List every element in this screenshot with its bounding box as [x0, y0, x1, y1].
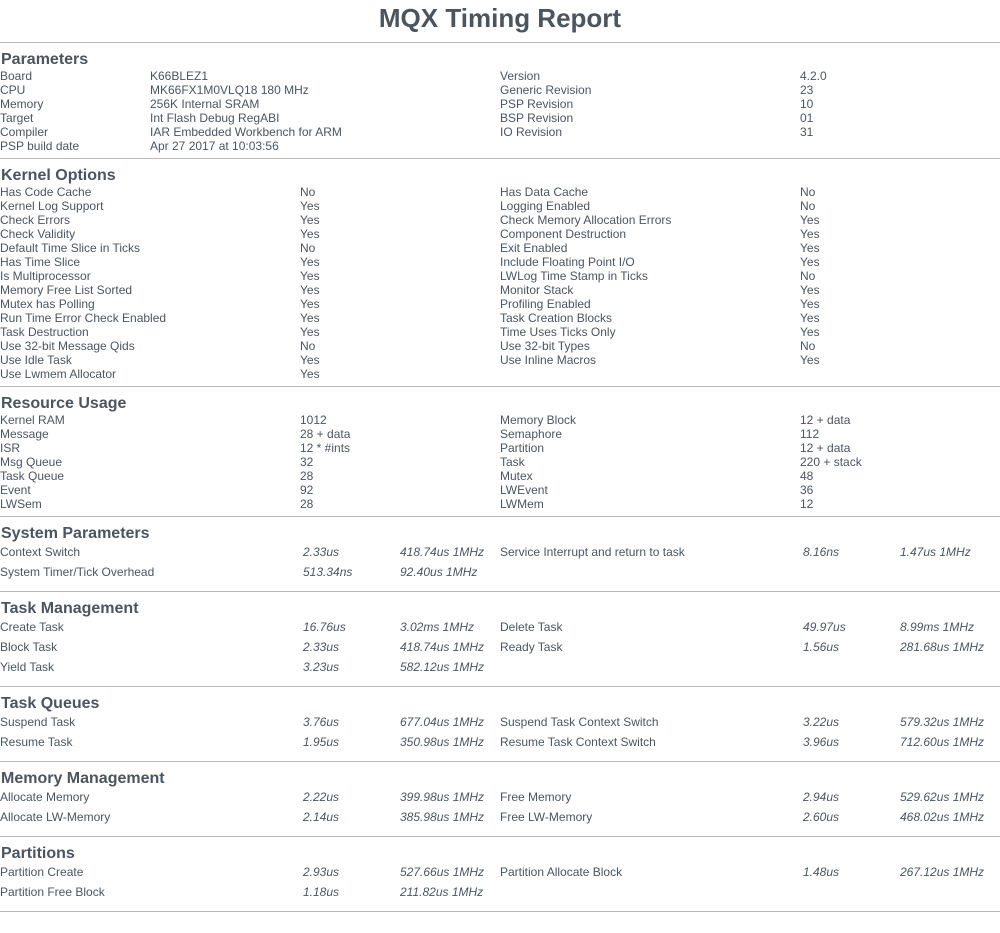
param-value: 12 — [800, 497, 814, 511]
table-row — [0, 97, 1000, 111]
operation-time-1mhz: 418.74us 1MHz — [400, 640, 485, 654]
param-label: Version — [500, 69, 541, 83]
param-label: Memory Free List Sorted — [0, 283, 133, 297]
param-value: 12 + data — [800, 413, 851, 427]
operation-time: 3.76us — [303, 715, 340, 729]
table-row — [0, 469, 1000, 483]
param-value: No — [800, 339, 816, 353]
operation-time-1mhz: 418.74us 1MHz — [400, 545, 485, 559]
param-label: Has Time Slice — [0, 255, 81, 269]
param-value: Yes — [800, 283, 820, 297]
operation-time: 1.95us — [303, 735, 340, 749]
param-label: Generic Revision — [500, 83, 592, 97]
table-row — [0, 865, 1000, 885]
resource-usage-section — [0, 386, 1000, 511]
param-value: No — [300, 185, 316, 199]
operation-name: Ready Task — [500, 640, 563, 654]
table-row — [0, 427, 1000, 441]
param-value: 1012 — [300, 413, 327, 427]
param-label: Use 32-bit Message Qids — [0, 339, 135, 353]
param-label: Board — [0, 69, 33, 83]
operation-time-1mhz — [900, 885, 1000, 905]
parameters-table — [0, 69, 1000, 153]
operation-time: 1.18us — [303, 885, 340, 899]
param-label: Exit Enabled — [500, 241, 568, 255]
operation-time: 2.14us — [303, 810, 340, 824]
operation-time-1mhz: 8.99ms 1MHz — [900, 620, 975, 634]
table-row — [0, 325, 1000, 339]
kernel-options-table — [0, 185, 1000, 381]
param-label: Use 32-bit Types — [500, 339, 590, 353]
operation-time-1mhz: 3.02ms 1MHz — [400, 620, 475, 634]
param-label: Memory Block — [500, 413, 577, 427]
param-value: 12 * #ints — [300, 441, 351, 455]
param-label: Kernel RAM — [0, 413, 65, 427]
table-row — [0, 111, 1000, 125]
operation-time-1mhz: 92.40us 1MHz — [400, 565, 478, 579]
param-value: 112 — [800, 427, 820, 441]
param-value — [800, 367, 1000, 381]
param-value: 12 + data — [800, 441, 851, 455]
system-parameters-table — [0, 545, 1000, 585]
param-value: 28 — [300, 469, 314, 483]
operation-time: 2.33us — [303, 545, 340, 559]
table-row — [0, 660, 1000, 680]
operation-time — [800, 885, 900, 905]
operation-name: Partition Free Block — [0, 885, 105, 899]
operation-name: Delete Task — [500, 620, 563, 634]
operation-name: Free Memory — [500, 790, 572, 804]
param-value: No — [800, 269, 816, 283]
param-label: Task — [500, 455, 525, 469]
param-value: Yes — [300, 227, 320, 241]
operation-name: Suspend Task Context Switch — [500, 715, 659, 729]
operation-time-1mhz: 579.32us 1MHz — [900, 715, 985, 729]
operation-time: 3.23us — [303, 660, 340, 674]
table-row — [0, 441, 1000, 455]
param-label: Profiling Enabled — [500, 297, 591, 311]
operation-time-1mhz: 385.98us 1MHz — [400, 810, 485, 824]
table-row — [0, 640, 1000, 660]
param-label: ISR — [0, 441, 21, 455]
table-row — [0, 735, 1000, 755]
table-row — [0, 185, 1000, 199]
param-value: 10 — [800, 97, 814, 111]
table-row — [0, 241, 1000, 255]
param-label: Has Code Cache — [0, 185, 92, 199]
param-label: Is Multiprocessor — [0, 269, 91, 283]
operation-time-1mhz: 712.60us 1MHz — [900, 735, 985, 749]
param-value: Yes — [300, 353, 320, 367]
operation-name — [500, 885, 800, 905]
table-row — [0, 283, 1000, 297]
partitions-section — [0, 836, 1000, 905]
section-heading: Partitions — [1, 845, 75, 862]
param-label: Monitor Stack — [500, 283, 574, 297]
param-value: Yes — [800, 227, 820, 241]
operation-time-1mhz: 582.12us 1MHz — [400, 660, 485, 674]
param-value: IAR Embedded Workbench for ARM — [150, 125, 342, 139]
param-label: Mutex — [500, 469, 533, 483]
param-value: Yes — [800, 353, 820, 367]
operation-time-1mhz — [900, 565, 1000, 585]
operation-name — [500, 660, 800, 680]
param-value: Yes — [800, 213, 820, 227]
param-label: Target — [0, 111, 34, 125]
param-label: Run Time Error Check Enabled — [0, 311, 167, 325]
operation-time-1mhz: 399.98us 1MHz — [400, 790, 485, 804]
param-value: Yes — [300, 269, 320, 283]
operation-time: 49.97us — [803, 620, 846, 634]
task-management-table — [0, 620, 1000, 680]
table-row — [0, 620, 1000, 640]
operation-name: Allocate Memory — [0, 790, 90, 804]
param-value: MK66FX1M0VLQ18 180 MHz — [150, 83, 309, 97]
table-row — [0, 885, 1000, 905]
param-value: 28 + data — [300, 427, 351, 441]
operation-name: Partition Create — [0, 865, 84, 879]
param-label: Check Errors — [0, 213, 71, 227]
memory-management-table — [0, 790, 1000, 830]
operation-name: Partition Allocate Block — [500, 865, 623, 879]
resource-usage-table — [0, 413, 1000, 511]
operation-time-1mhz: 468.02us 1MHz — [900, 810, 985, 824]
operation-name: Resume Task — [0, 735, 73, 749]
param-value: Yes — [300, 283, 320, 297]
section-heading: Memory Management — [1, 770, 165, 787]
table-row — [0, 139, 1000, 153]
operation-name: Yield Task — [0, 660, 55, 674]
task-queues-table — [0, 715, 1000, 755]
table-row — [0, 455, 1000, 469]
param-label: Mutex has Polling — [0, 297, 95, 311]
section-heading: Task Management — [1, 600, 139, 617]
section-heading: Resource Usage — [1, 395, 127, 412]
param-value: 220 + stack — [800, 455, 862, 469]
param-label — [500, 139, 800, 153]
operation-time: 2.22us — [303, 790, 340, 804]
param-label: Task Queue — [0, 469, 65, 483]
operation-time — [800, 565, 900, 585]
table-row — [0, 810, 1000, 830]
table-row — [0, 213, 1000, 227]
operation-name: Context Switch — [0, 545, 81, 559]
param-label: Check Memory Allocation Errors — [500, 213, 672, 227]
param-value — [800, 139, 1000, 153]
memory-management-section — [0, 761, 1000, 830]
table-row — [0, 269, 1000, 283]
table-row — [0, 83, 1000, 97]
param-value: 256K Internal SRAM — [150, 97, 260, 111]
operation-time-1mhz: 281.68us 1MHz — [900, 640, 985, 654]
param-value: 32 — [300, 455, 314, 469]
section-heading: Task Queues — [1, 695, 100, 712]
operation-time-1mhz: 529.62us 1MHz — [900, 790, 985, 804]
task-management-section — [0, 591, 1000, 680]
section-heading: System Parameters — [1, 525, 150, 542]
operation-time: 3.22us — [803, 715, 840, 729]
param-label: Check Validity — [0, 227, 76, 241]
param-value: 31 — [800, 125, 814, 139]
param-label: PSP build date — [0, 139, 80, 153]
operation-time — [800, 660, 900, 680]
param-value: Yes — [800, 255, 820, 269]
param-value: No — [800, 199, 816, 213]
table-row — [0, 69, 1000, 83]
section-heading: Parameters — [1, 51, 89, 68]
param-value: Yes — [300, 297, 320, 311]
param-label: Default Time Slice in Ticks — [0, 241, 141, 255]
operation-name — [500, 565, 800, 585]
param-value: Yes — [300, 213, 320, 227]
param-label: LWLog Time Stamp in Ticks — [500, 269, 648, 283]
operation-time: 2.60us — [803, 810, 840, 824]
table-row — [0, 297, 1000, 311]
operation-time: 2.93us — [303, 865, 340, 879]
operation-time: 1.48us — [803, 865, 840, 879]
table-row — [0, 367, 1000, 381]
param-value: No — [800, 185, 816, 199]
param-label: Use Idle Task — [0, 353, 72, 367]
param-value: 28 — [300, 497, 314, 511]
operation-time-1mhz: 350.98us 1MHz — [400, 735, 485, 749]
operation-name: System Timer/Tick Overhead — [0, 565, 155, 579]
operation-name: Block Task — [0, 640, 58, 654]
param-label: CPU — [0, 83, 26, 97]
param-value: Yes — [800, 241, 820, 255]
param-label: Semaphore — [500, 427, 563, 441]
param-label: LWEvent — [500, 483, 548, 497]
param-value: K66BLEZ1 — [150, 69, 209, 83]
table-row — [0, 565, 1000, 585]
operation-time: 1.56us — [803, 640, 840, 654]
table-row — [0, 311, 1000, 325]
param-value: Yes — [300, 255, 320, 269]
table-row — [0, 125, 1000, 139]
table-row — [0, 715, 1000, 735]
param-value: Apr 27 2017 at 10:03:56 — [150, 139, 279, 153]
param-label — [500, 367, 800, 381]
table-row — [0, 255, 1000, 269]
param-value: 48 — [800, 469, 814, 483]
table-row — [0, 545, 1000, 565]
param-label: Memory — [0, 97, 44, 111]
operation-time: 3.96us — [803, 735, 840, 749]
operation-name: Resume Task Context Switch — [500, 735, 656, 749]
param-value: 23 — [800, 83, 814, 97]
param-label: Task Destruction — [0, 325, 89, 339]
operation-time: 2.33us — [303, 640, 340, 654]
table-row — [0, 413, 1000, 427]
param-label: Task Creation Blocks — [500, 311, 613, 325]
param-label: Has Data Cache — [500, 185, 589, 199]
operation-time-1mhz: 677.04us 1MHz — [400, 715, 485, 729]
operation-name: Allocate LW-Memory — [0, 810, 111, 824]
param-value: Yes — [300, 199, 320, 213]
system-parameters-section — [0, 516, 1000, 585]
param-label: LWMem — [500, 497, 544, 511]
operation-time-1mhz: 1.47us 1MHz — [900, 545, 971, 559]
param-value: 36 — [800, 483, 814, 497]
param-label: Kernel Log Support — [0, 199, 104, 213]
operation-time: 513.34ns — [303, 565, 353, 579]
operation-name: Create Task — [0, 620, 64, 634]
param-value: Int Flash Debug RegABI — [150, 111, 280, 125]
param-value: Yes — [300, 325, 320, 339]
kernel-options-section — [0, 158, 1000, 381]
partitions-table — [0, 865, 1000, 905]
operation-time-1mhz: 267.12us 1MHz — [900, 865, 985, 879]
operation-name: Suspend Task — [0, 715, 76, 729]
operation-time: 8.16ns — [803, 545, 840, 559]
page-title: MQX Timing Report — [378, 3, 622, 33]
operation-time: 16.76us — [303, 620, 346, 634]
param-value: 92 — [300, 483, 314, 497]
operation-time-1mhz — [900, 660, 1000, 680]
param-label: Partition — [500, 441, 545, 455]
task-queues-section — [0, 686, 1000, 755]
operation-time: 2.94us — [803, 790, 840, 804]
param-label: Event — [0, 483, 31, 497]
param-value: Yes — [800, 297, 820, 311]
param-label: Message — [0, 427, 49, 441]
param-label: Use Inline Macros — [500, 353, 597, 367]
param-value: Yes — [800, 325, 820, 339]
operation-name: Free LW-Memory — [500, 810, 593, 824]
table-row — [0, 199, 1000, 213]
param-label: Component Destruction — [500, 227, 627, 241]
operation-time-1mhz: 527.66us 1MHz — [400, 865, 485, 879]
param-label: LWSem — [0, 497, 42, 511]
param-label: Logging Enabled — [500, 199, 591, 213]
table-row — [0, 790, 1000, 810]
param-label: Time Uses Ticks Only — [500, 325, 616, 339]
parameters-section — [0, 42, 1000, 153]
table-row — [0, 483, 1000, 497]
param-label: BSP Revision — [500, 111, 574, 125]
table-row — [0, 353, 1000, 367]
param-value: Yes — [300, 367, 320, 381]
param-value: No — [300, 241, 316, 255]
table-row — [0, 497, 1000, 511]
param-label: IO Revision — [500, 125, 563, 139]
param-value: Yes — [800, 311, 820, 325]
operation-name: Service Interrupt and return to task — [500, 545, 685, 559]
table-row — [0, 227, 1000, 241]
param-label: Compiler — [0, 125, 49, 139]
report-end-divider — [0, 911, 1000, 912]
param-label: Use Lwmem Allocator — [0, 367, 117, 381]
param-label: Msg Queue — [0, 455, 63, 469]
param-label: PSP Revision — [500, 97, 574, 111]
param-value: Yes — [300, 311, 320, 325]
table-row — [0, 339, 1000, 353]
param-value: No — [300, 339, 316, 353]
section-heading: Kernel Options — [1, 167, 116, 184]
operation-time-1mhz: 211.82us 1MHz — [400, 885, 484, 899]
param-value: 4.2.0 — [800, 69, 827, 83]
param-value: 01 — [800, 111, 814, 125]
param-label: Include Floating Point I/O — [500, 255, 635, 269]
